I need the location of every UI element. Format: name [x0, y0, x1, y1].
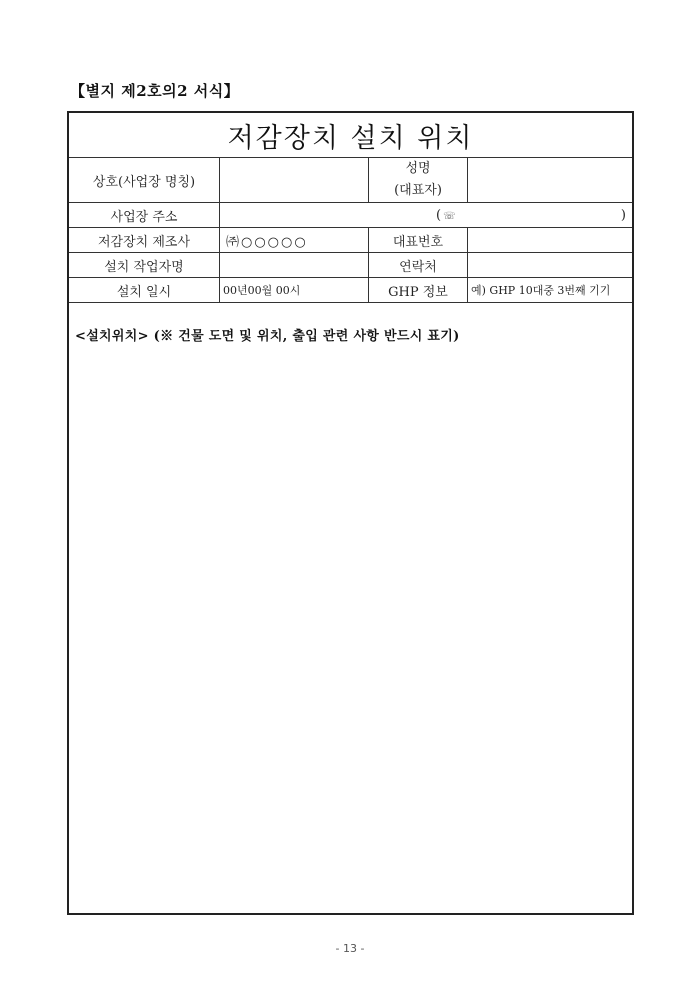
form-frame [67, 111, 634, 915]
main-phone-label: 대표번호 [392, 234, 444, 250]
business-name-label: 상호(사업장 명칭) [92, 174, 196, 190]
contact-field[interactable] [468, 253, 632, 277]
install-location-drawing-area[interactable] [69, 348, 632, 913]
form-number-label: 【별지 제2호의2 서식】 [70, 82, 240, 100]
telephone-icon: ☏ [443, 210, 456, 222]
manufacturer-label: 저감장치 제조사 [97, 234, 191, 250]
install-datetime-field[interactable]: 00년00월 00시 [223, 284, 301, 297]
business-address-field[interactable] [220, 203, 632, 227]
phone-close-paren: ) [620, 207, 626, 223]
ghp-info-label: GHP 정보 [388, 284, 448, 300]
install-location-heading: <설치위치> (※ 건물 도면 및 위치, 출입 관련 사항 반드시 표기) [75, 329, 460, 344]
manufacturer-field[interactable]: ㈜○○○○○ [226, 234, 308, 250]
representative-label-line1: 성명 [405, 161, 431, 176]
main-phone-field[interactable] [468, 228, 632, 252]
page-title: 저감장치 설치 위치 [69, 113, 632, 158]
representative-label-line2: (대표자) [394, 183, 442, 198]
business-address-label: 사업장 주소 [110, 209, 178, 225]
ghp-info-field[interactable]: 예) GHP 10대중 3번째 기기 [471, 284, 611, 297]
phone-open-paren: ( ☏ [436, 207, 456, 223]
page-number: - 13 - [335, 942, 365, 955]
contact-label: 연락처 [399, 259, 437, 275]
row-divider [69, 302, 632, 303]
representative-name-field[interactable] [468, 158, 632, 202]
business-name-field[interactable] [220, 158, 368, 202]
representative-label [369, 158, 467, 202]
installer-name-label: 설치 작업자명 [104, 259, 184, 275]
install-datetime-label: 설치 일시 [116, 284, 172, 300]
installer-name-field[interactable] [220, 253, 368, 277]
